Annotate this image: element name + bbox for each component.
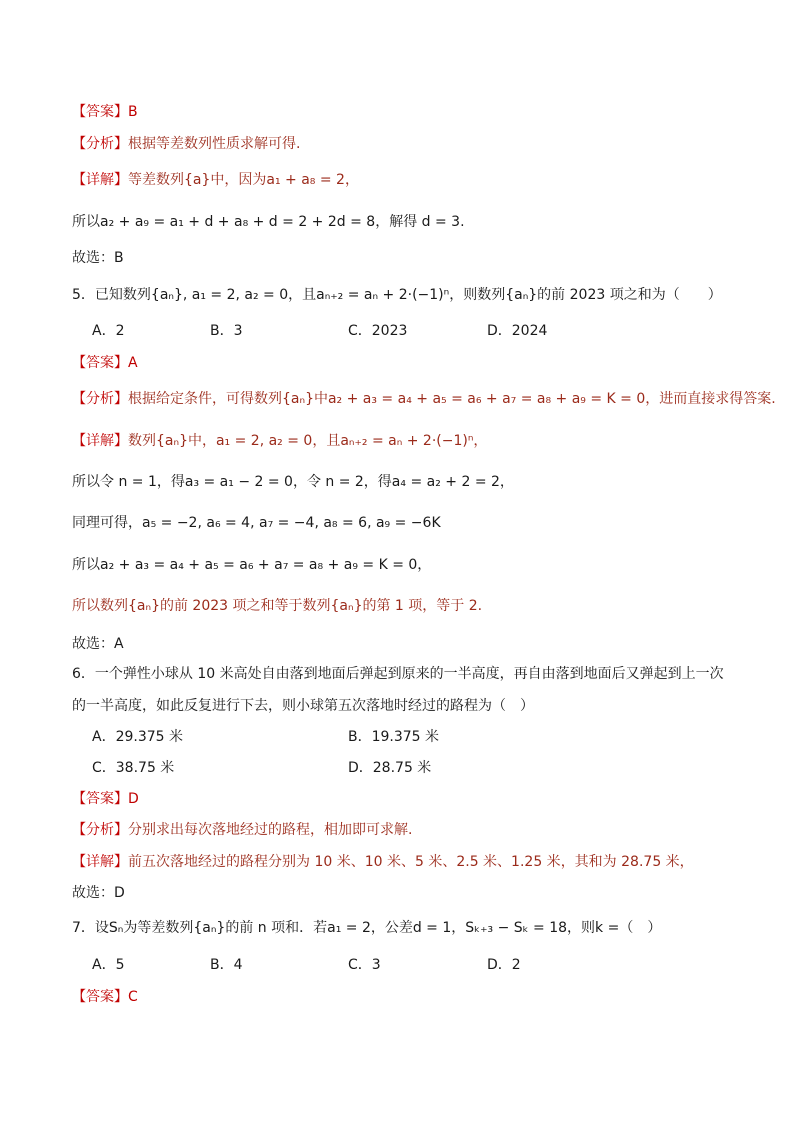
q5-detail-line4: 所以a₂ + a₃ = a₄ + a₅ = a₆ + a₇ = a₈ + a₉ = K = 0， [72,557,432,573]
detail-label: 【详解】 [72,854,128,870]
detail-text: 等差数列{a [128,172,202,188]
q5-option-b: B．3 [210,323,243,339]
detail-text: 数列{aₙ}中，a₁ = 2, a₂ = 0，且aₙ₊₂ = aₙ + 2·(−1)ⁿ， [128,433,488,449]
q6-choice: 故选：D [72,885,125,901]
q6-option-b: B．19.375 米 [348,729,440,745]
q7-answer [72,987,138,1007]
answer-label: 【答案】 [72,104,128,120]
q6-option-c: C．38.75 米 [92,760,175,776]
answer-label: 【答案】 [72,355,128,371]
analysis-text: 根据给定条件，可得数列{aₙ}中a₂ + a₃ = a₄ + a₅ = a₆ + a₇ = a₈ + a₉ = K = 0，进而直接求得答案. [128,391,776,407]
q4-analysis [72,134,300,154]
q5-option-c: C．2023 [348,323,408,339]
answer-value: D [128,791,139,807]
q6-stem-line1: 6．一个弹性小球从 10 米高处自由落到地面后弹起到原来的一半高度，再自由落到地面后又弹起到上一次 [72,666,724,682]
q7-option-a: A．5 [92,957,125,973]
q6-option-a: A．29.375 米 [92,729,184,745]
q4-detail [72,170,359,190]
q5-detail-line2: 所以令 n = 1，得a₃ = a₁ − 2 = 0，令 n = 2，得a₄ = a₂ + 2 = 2， [72,474,514,490]
answer-value: B [128,104,138,120]
answer-label: 【答案】 [72,791,128,807]
q7-stem: 7．设Sₙ为等差数列{aₙ}的前 n 项和．若a₁ = 2，公差d = 1，Sₖ₊₃ − Sₖ = 18，则k =（ ） [72,920,662,936]
analysis-label: 【分析】 [72,391,128,407]
q5-stem: 5．已知数列{aₙ}, a₁ = 2, a₂ = 0，且aₙ₊₂ = aₙ + 2·(−1)ⁿ，则数列{aₙ}的前 2023 项之和为（ ） [72,287,722,303]
answer-value: C [128,989,138,1005]
answer-value: A [128,355,138,371]
q7-option-b: B．4 [210,957,243,973]
q7-option-c: C．3 [348,957,381,973]
detail-label: 【详解】 [72,172,128,188]
detail-sum-value: 28.75 米 [621,854,680,870]
detail-text-cont: }中，因为a₁ + a₈ = 2， [201,172,359,188]
q5-option-d: D．2024 [487,323,548,339]
detail-values: 10 米、10 米、5 米、2.5 米、1.25 米 [314,854,561,870]
q6-analysis [72,820,412,840]
q4-detail-line2: 所以a₂ + a₉ = a₁ + d + a₈ + d = 2 + 2d = 8，解得 d = 3. [72,214,465,230]
answer-label: 【答案】 [72,989,128,1005]
detail-text-sum: ，其和为 [560,854,622,870]
q5-choice: 故选：A [72,636,124,652]
analysis-text: 根据等差数列性质求解可得. [128,136,301,152]
q6-answer [72,789,139,809]
q5-detail [72,431,487,451]
analysis-label: 【分析】 [72,822,128,838]
q4-choice: 故选：B [72,250,124,266]
analysis-label: 【分析】 [72,136,128,152]
detail-text: 前五次落地经过的路程分别为 [128,854,315,870]
q5-option-a: A．2 [92,323,125,339]
detail-text-end: ， [679,854,694,870]
q6-detail [72,852,694,872]
q5-analysis [72,389,776,409]
q5-detail-line5: 所以数列{aₙ}的前 2023 项之和等于数列{aₙ}的第 1 项，等于 2. [72,598,483,614]
q5-answer [72,353,138,373]
analysis-text: 分别求出每次落地经过的路程，相加即可求解. [128,822,413,838]
q4-answer [72,102,138,122]
q6-option-d: D．28.75 米 [348,760,432,776]
q7-option-d: D．2 [487,957,521,973]
q6-stem-line2: 的一半高度，如此反复进行下去，则小球第五次落地时经过的路程为（ ） [72,698,534,714]
q5-detail-line3: 同理可得，a₅ = −2, a₆ = 4, a₇ = −4, a₈ = 6, a₉ = −6K [72,515,441,531]
detail-label: 【详解】 [72,433,128,449]
